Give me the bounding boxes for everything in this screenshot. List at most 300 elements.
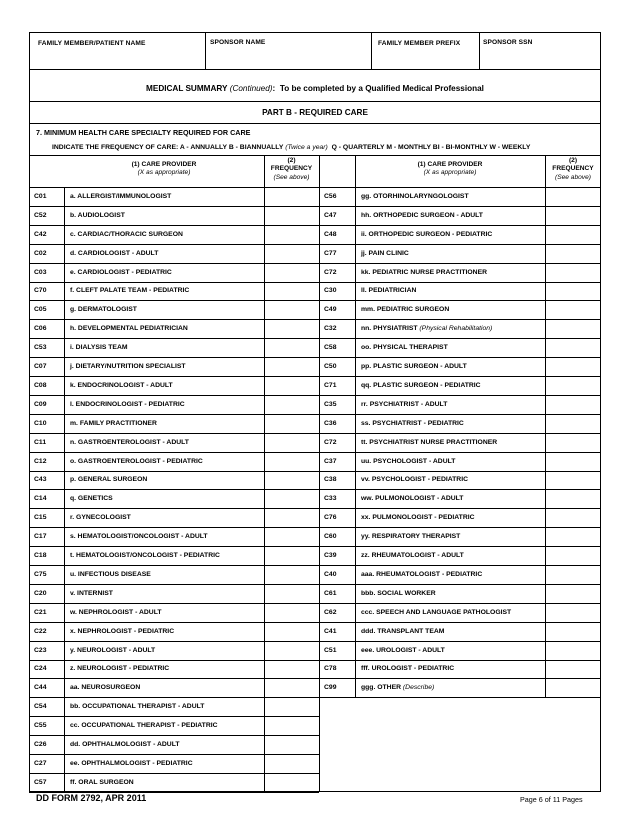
left-provider-checkbox[interactable] (30, 396, 63, 413)
left-frequency-field[interactable] (265, 339, 318, 356)
left-provider-label (70, 565, 151, 584)
left-provider-checkbox[interactable] (30, 434, 63, 451)
provider-name: l. ENDOCRINOLOGIST - PEDIATRIC (70, 400, 185, 408)
right-code: C71 (324, 381, 337, 389)
left-code: C75 (34, 570, 47, 578)
right-frequency-field[interactable] (546, 283, 600, 300)
right-provider-checkbox[interactable] (320, 207, 354, 224)
sponsor-ssn-field[interactable] (480, 33, 600, 69)
right-provider-checkbox[interactable] (320, 566, 354, 583)
right-frequency-field[interactable] (546, 377, 600, 394)
provider-name: a. ALLERGIST/IMMUNOLOGIST (70, 192, 172, 200)
right-provider-checkbox[interactable] (320, 661, 354, 678)
left-provider-label (70, 338, 128, 357)
left-code: C17 (34, 533, 47, 541)
right-provider-checkbox[interactable] (320, 642, 354, 659)
right-code: C37 (324, 457, 337, 465)
provider-name: x. NEPHROLOGIST - PEDIATRIC (70, 627, 175, 635)
left-code: C15 (34, 514, 47, 522)
provider-name: tt. PSYCHIATRIST NURSE PRACTITIONER (361, 438, 498, 446)
right-code: C62 (324, 608, 337, 616)
provider-name: uu. PSYCHOLOGIST - ADULT (361, 457, 456, 465)
right-frequency-field[interactable] (546, 604, 600, 621)
left-frequency-field[interactable] (265, 490, 318, 507)
left-code: C27 (34, 759, 47, 767)
left-provider-label (70, 263, 172, 282)
provider-name: jj. PAIN CLINIC (361, 249, 409, 257)
right-provider-checkbox[interactable] (320, 283, 354, 300)
provider-name: ee. OPHTHALMOLOGIST - PEDIATRIC (70, 759, 193, 767)
provider-name: ww. PULMONOLOGIST - ADULT (361, 495, 464, 503)
right-provider-checkbox[interactable] (320, 434, 354, 451)
provider-name: v. INTERNIST (70, 589, 113, 597)
provider-name: fff. UROLOGIST - PEDIATRIC (361, 665, 455, 673)
provider-name: t. HEMATOLOGIST/ONCOLOGIST - PEDIATRIC (70, 552, 220, 560)
left-provider-label (70, 319, 188, 338)
provider-name: yy. RESPIRATORY THERAPIST (361, 533, 461, 541)
right-code: C56 (324, 192, 337, 200)
right-frequency-field[interactable] (546, 358, 600, 375)
left-frequency-field[interactable] (265, 188, 318, 205)
left-frequency-field[interactable] (265, 623, 318, 640)
provider-name: ll. PEDIATRICIAN (361, 287, 417, 295)
right-frequency-field[interactable] (546, 415, 600, 432)
left-frequency-field[interactable] (265, 604, 318, 621)
right-code: C38 (324, 476, 337, 484)
care-provider-header-left: (1) CARE PROVIDER (X as appropriate) (131, 161, 197, 177)
left-frequency-field[interactable] (265, 547, 318, 564)
row-divider (319, 697, 601, 698)
provider-name: i. DIALYSIS TEAM (70, 344, 128, 352)
right-provider-label (361, 546, 464, 565)
left-code: C10 (34, 419, 47, 427)
right-provider-label (361, 527, 460, 546)
left-provider-checkbox[interactable] (30, 679, 63, 696)
left-code: C24 (34, 665, 47, 673)
right-code: C61 (324, 589, 337, 597)
divider (29, 101, 601, 102)
left-provider-checkbox[interactable] (30, 490, 63, 507)
left-code: C02 (34, 249, 47, 257)
family-member-patient-name-label: FAMILY MEMBER/PATIENT NAME (38, 40, 146, 47)
column-divider (264, 187, 265, 792)
provider-name: nn. PHYSIATRIST (361, 325, 418, 333)
provider-name: aaa. RHEUMATOLOGIST - PEDIATRIC (361, 570, 483, 578)
right-provider-checkbox[interactable] (320, 604, 354, 621)
left-provider-label (70, 735, 180, 754)
left-frequency-field[interactable] (265, 585, 318, 602)
provider-name: ddd. TRANSPLANT TEAM (361, 627, 445, 635)
right-provider-label (361, 376, 481, 395)
left-provider-label (70, 584, 113, 603)
provider-name: ccc. SPEECH AND LANGUAGE PATHOLOGIST (361, 608, 512, 616)
right-provider-label (361, 244, 409, 263)
right-provider-checkbox[interactable] (320, 509, 354, 526)
left-provider-checkbox[interactable] (30, 339, 63, 356)
right-provider-checkbox[interactable] (320, 528, 354, 545)
provider-name: zz. RHEUMATOLOGIST - ADULT (361, 552, 464, 560)
right-provider-label (361, 263, 487, 282)
left-provider-label (70, 395, 185, 414)
left-provider-checkbox[interactable] (30, 547, 63, 564)
part-b-title: PART B - REQUIRED CARE (262, 108, 368, 117)
right-code: C33 (324, 495, 337, 503)
right-frequency-field[interactable] (546, 566, 600, 583)
right-code: C41 (324, 627, 337, 635)
left-code: C26 (34, 741, 47, 749)
right-code: C40 (324, 570, 337, 578)
left-provider-label (70, 357, 186, 376)
left-provider-label (70, 282, 189, 301)
left-code: C54 (34, 703, 47, 711)
right-provider-checkbox[interactable] (320, 226, 354, 243)
provider-name: o. GASTROENTEROLOGIST - PEDIATRIC (70, 457, 203, 465)
right-frequency-field[interactable] (546, 320, 600, 337)
right-frequency-field[interactable] (546, 585, 600, 602)
right-provider-label (361, 338, 448, 357)
right-code: C35 (324, 400, 337, 408)
left-provider-label (70, 603, 162, 622)
left-frequency-field[interactable] (265, 528, 318, 545)
left-provider-label (70, 187, 171, 206)
right-provider-label (361, 471, 468, 490)
divider (29, 123, 601, 124)
provider-name: hh. ORTHOPEDIC SURGEON - ADULT (361, 211, 483, 219)
left-provider-label (70, 697, 204, 716)
right-frequency-field[interactable] (546, 642, 600, 659)
right-frequency-field[interactable] (546, 207, 600, 224)
left-frequency-field[interactable] (265, 396, 318, 413)
sponsor-name-label: SPONSOR NAME (210, 39, 266, 46)
right-provider-label (361, 319, 492, 338)
left-frequency-field[interactable] (265, 472, 318, 489)
provider-name: ff. ORAL SURGEON (70, 778, 134, 786)
divider (29, 69, 601, 70)
right-provider-checkbox[interactable] (320, 585, 354, 602)
right-provider-label (361, 433, 497, 452)
right-provider-checkbox[interactable] (320, 490, 354, 507)
frequency-header-left: (2) FREQUENCY (See above) (270, 157, 313, 181)
left-code: C14 (34, 495, 47, 503)
left-code: C11 (34, 438, 47, 446)
provider-name: w. NEPHROLOGIST - ADULT (70, 608, 162, 616)
right-provider-checkbox[interactable] (320, 415, 354, 432)
provider-name: mm. PEDIATRIC SURGEON (361, 306, 450, 314)
column-divider (545, 155, 546, 187)
left-provider-label (70, 414, 157, 433)
right-code: C72 (324, 438, 337, 446)
left-frequency-field[interactable] (265, 358, 318, 375)
right-frequency-field[interactable] (546, 661, 600, 678)
right-code: C99 (324, 684, 337, 692)
right-provider-checkbox[interactable] (320, 679, 354, 696)
left-provider-label (70, 489, 113, 508)
right-provider-label (361, 641, 445, 660)
left-provider-label (70, 244, 158, 263)
provider-name: p. GENERAL SURGEON (70, 476, 148, 484)
provider-name: h. DEVELOPMENTAL PEDIATRICIAN (70, 325, 188, 333)
left-frequency-field[interactable] (265, 207, 318, 224)
right-provider-checkbox[interactable] (320, 264, 354, 281)
right-code: C39 (324, 552, 337, 560)
left-provider-checkbox[interactable] (30, 245, 63, 262)
sponsor-name-field[interactable] (206, 33, 371, 69)
left-provider-checkbox[interactable] (30, 623, 63, 640)
right-frequency-field[interactable] (546, 509, 600, 526)
left-provider-label (70, 376, 173, 395)
provider-name: pp. PLASTIC SURGEON - ADULT (361, 363, 467, 371)
left-provider-checkbox[interactable] (30, 509, 63, 526)
right-provider-checkbox[interactable] (320, 547, 354, 564)
left-provider-checkbox[interactable] (30, 566, 63, 583)
column-divider (264, 155, 265, 187)
left-provider-checkbox[interactable] (30, 698, 63, 715)
left-code: C09 (34, 400, 47, 408)
left-provider-checkbox[interactable] (30, 283, 63, 300)
provider-note: (Describe) (402, 684, 435, 692)
left-provider-label (70, 225, 183, 244)
section-7-title: 7. MINIMUM HEALTH CARE SPECIALTY REQUIRED FOR CARE (36, 128, 251, 137)
right-provider-checkbox[interactable] (320, 339, 354, 356)
left-code: C12 (34, 457, 47, 465)
right-code: C49 (324, 306, 337, 314)
left-frequency-field[interactable] (265, 415, 318, 432)
provider-name: u. INFECTIOUS DISEASE (70, 570, 151, 578)
left-frequency-field[interactable] (265, 377, 318, 394)
left-provider-label (70, 678, 140, 697)
left-provider-checkbox[interactable] (30, 528, 63, 545)
provider-name: r. GYNECOLOGIST (70, 514, 131, 522)
provider-name: m. FAMILY PRACTITIONER (70, 419, 157, 427)
right-frequency-field[interactable] (546, 472, 600, 489)
column-divider (545, 187, 546, 697)
provider-name: aa. NEUROSURGEON (70, 684, 141, 692)
left-provider-label (70, 508, 131, 527)
left-code: C42 (34, 230, 47, 238)
left-provider-label (70, 754, 193, 773)
left-provider-label (70, 433, 189, 452)
right-frequency-field[interactable] (546, 528, 600, 545)
right-provider-checkbox[interactable] (320, 377, 354, 394)
provider-name: k. ENDOCRINOLOGIST - ADULT (70, 381, 173, 389)
left-code: C20 (34, 589, 47, 597)
right-provider-label (361, 206, 483, 225)
left-code: C01 (34, 192, 47, 200)
provider-name: oo. PHYSICAL THERAPIST (361, 344, 448, 352)
left-provider-checkbox[interactable] (30, 717, 63, 734)
right-provider-checkbox[interactable] (320, 358, 354, 375)
left-provider-checkbox[interactable] (30, 264, 63, 281)
left-provider-label (70, 206, 125, 225)
right-provider-label (361, 395, 447, 414)
column-divider (64, 187, 65, 792)
left-code: C70 (34, 287, 47, 295)
left-frequency-field[interactable] (265, 774, 318, 791)
provider-name: ii. ORTHOPEDIC SURGEON - PEDIATRIC (361, 230, 493, 238)
right-provider-label (361, 414, 464, 433)
right-provider-label (361, 357, 467, 376)
left-frequency-field[interactable] (265, 642, 318, 659)
right-frequency-field[interactable] (546, 490, 600, 507)
left-code: C52 (34, 211, 47, 219)
provider-name: n. GASTROENTEROLOGIST - ADULT (70, 438, 189, 446)
left-provider-label (70, 546, 220, 565)
right-provider-label (361, 489, 463, 508)
provider-name: rr. PSYCHIATRIST - ADULT (361, 400, 448, 408)
left-code: C44 (34, 684, 47, 692)
column-divider (355, 155, 356, 187)
right-provider-checkbox[interactable] (320, 623, 354, 640)
column-divider (355, 187, 356, 697)
right-frequency-field[interactable] (546, 188, 600, 205)
provider-name: s. HEMATOLOGIST/ONCOLOGIST - ADULT (70, 533, 208, 541)
left-code: C23 (34, 646, 47, 654)
form-id: DD FORM 2792, APR 2011 (36, 793, 147, 803)
right-code: C47 (324, 211, 337, 219)
provider-name: qq. PLASTIC SURGEON - PEDIATRIC (361, 381, 481, 389)
right-frequency-field[interactable] (546, 264, 600, 281)
right-code: C77 (324, 249, 337, 257)
right-code: C50 (324, 363, 337, 371)
left-provider-checkbox[interactable] (30, 415, 63, 432)
right-provider-checkbox[interactable] (320, 453, 354, 470)
left-provider-label (70, 527, 208, 546)
right-provider-checkbox[interactable] (320, 188, 354, 205)
provider-name: q. GENETICS (70, 495, 113, 503)
right-frequency-field[interactable] (546, 679, 600, 696)
left-provider-checkbox[interactable] (30, 642, 63, 659)
right-provider-label (361, 678, 434, 697)
provider-name: g. DERMATOLOGIST (70, 306, 137, 314)
right-provider-label (361, 603, 511, 622)
provider-name: dd. OPHTHALMOLOGIST - ADULT (70, 741, 180, 749)
left-provider-checkbox[interactable] (30, 585, 63, 602)
left-frequency-field[interactable] (265, 283, 318, 300)
left-frequency-field[interactable] (265, 226, 318, 243)
right-code: C32 (324, 325, 337, 333)
left-frequency-field[interactable] (265, 679, 318, 696)
right-code: C58 (324, 344, 337, 352)
left-frequency-field[interactable] (265, 717, 318, 734)
provider-name: kk. PEDIATRIC NURSE PRACTITIONER (361, 268, 488, 276)
family-member-prefix-label: FAMILY MEMBER PREFIX (378, 40, 461, 47)
left-provider-checkbox[interactable] (30, 736, 63, 753)
left-frequency-field[interactable] (265, 434, 318, 451)
provider-name: e. CARDIOLOGIST - PEDIATRIC (70, 268, 172, 276)
provider-name: y. NEUROLOGIST - ADULT (70, 646, 156, 654)
left-provider-checkbox[interactable] (30, 453, 63, 470)
right-provider-label (361, 660, 454, 679)
left-code: C21 (34, 608, 47, 616)
right-frequency-field[interactable] (546, 623, 600, 640)
provider-name: bbb. SOCIAL WORKER (361, 589, 436, 597)
left-code: C03 (34, 268, 47, 276)
family-member-prefix-field[interactable] (372, 33, 479, 69)
left-provider-checkbox[interactable] (30, 755, 63, 772)
right-code: C78 (324, 665, 337, 673)
left-frequency-field[interactable] (265, 736, 318, 753)
right-provider-label (361, 452, 455, 471)
left-provider-checkbox[interactable] (30, 320, 63, 337)
right-frequency-field[interactable] (546, 434, 600, 451)
right-frequency-field[interactable] (546, 453, 600, 470)
right-frequency-field[interactable] (546, 339, 600, 356)
left-frequency-field[interactable] (265, 453, 318, 470)
left-code: C05 (34, 306, 47, 314)
right-frequency-field[interactable] (546, 547, 600, 564)
right-frequency-field[interactable] (546, 396, 600, 413)
right-provider-checkbox[interactable] (320, 245, 354, 262)
left-provider-checkbox[interactable] (30, 301, 63, 318)
provider-name: f. CLEFT PALATE TEAM - PEDIATRIC (70, 287, 190, 295)
provider-note: (Physical Rehabilitation) (419, 325, 493, 333)
left-frequency-field[interactable] (265, 698, 318, 715)
left-frequency-field[interactable] (265, 245, 318, 262)
left-provider-checkbox[interactable] (30, 774, 63, 791)
medical-summary-title: MEDICAL SUMMARY (Continued): To be completed by a Qualified Medical Professional (146, 84, 484, 93)
divider (29, 155, 601, 156)
left-provider-checkbox[interactable] (30, 207, 63, 224)
center-divider (319, 155, 320, 792)
family-member-patient-name-field[interactable] (29, 33, 205, 69)
right-provider-checkbox[interactable] (320, 396, 354, 413)
left-frequency-field[interactable] (265, 509, 318, 526)
provider-name: cc. OCCUPATIONAL THERAPIST - PEDIATRIC (70, 722, 218, 730)
left-provider-label (70, 452, 203, 471)
left-provider-checkbox[interactable] (30, 661, 63, 678)
right-provider-label (361, 584, 436, 603)
left-code: C53 (34, 344, 47, 352)
right-provider-label (361, 508, 475, 527)
frequency-instruction: INDICATE THE FREQUENCY OF CARE: A - ANNUALLY B - BIANNUALLY (Twice a year) Q - QUARTERLY M - MONTHLY BI - BI-MONTHLY W - WEEKLY (52, 144, 531, 151)
left-frequency-field[interactable] (265, 755, 318, 772)
right-code: C36 (324, 419, 337, 427)
left-provider-label (70, 622, 174, 641)
left-frequency-field[interactable] (265, 320, 318, 337)
left-code: C07 (34, 363, 47, 371)
left-frequency-field[interactable] (265, 264, 318, 281)
right-provider-label (361, 187, 469, 206)
frequency-header-right: (2) FREQUENCY (See above) (552, 157, 594, 181)
right-provider-checkbox[interactable] (320, 472, 354, 489)
right-code: C72 (324, 268, 337, 276)
left-provider-checkbox[interactable] (30, 226, 63, 243)
right-provider-checkbox[interactable] (320, 320, 354, 337)
left-frequency-field[interactable] (265, 566, 318, 583)
right-code: C60 (324, 533, 337, 541)
left-provider-checkbox[interactable] (30, 188, 63, 205)
left-provider-checkbox[interactable] (30, 472, 63, 489)
right-provider-label (361, 565, 482, 584)
provider-name: vv. PSYCHOLOGIST - PEDIATRIC (361, 476, 469, 484)
provider-name: gg. OTORHINOLARYNGOLOGIST (361, 192, 469, 200)
right-frequency-field[interactable] (546, 226, 600, 243)
right-code: C51 (324, 646, 337, 654)
left-frequency-field[interactable] (265, 661, 318, 678)
right-code: C30 (324, 287, 337, 295)
right-frequency-field[interactable] (546, 301, 600, 318)
right-provider-checkbox[interactable] (320, 301, 354, 318)
left-code: C22 (34, 627, 47, 635)
left-provider-checkbox[interactable] (30, 377, 63, 394)
right-frequency-field[interactable] (546, 245, 600, 262)
left-frequency-field[interactable] (265, 301, 318, 318)
provider-name: z. NEUROLOGIST - PEDIATRIC (70, 665, 170, 673)
provider-name: ggg. OTHER (361, 684, 402, 692)
left-provider-checkbox[interactable] (30, 358, 63, 375)
left-provider-checkbox[interactable] (30, 604, 63, 621)
left-provider-label (70, 773, 134, 792)
